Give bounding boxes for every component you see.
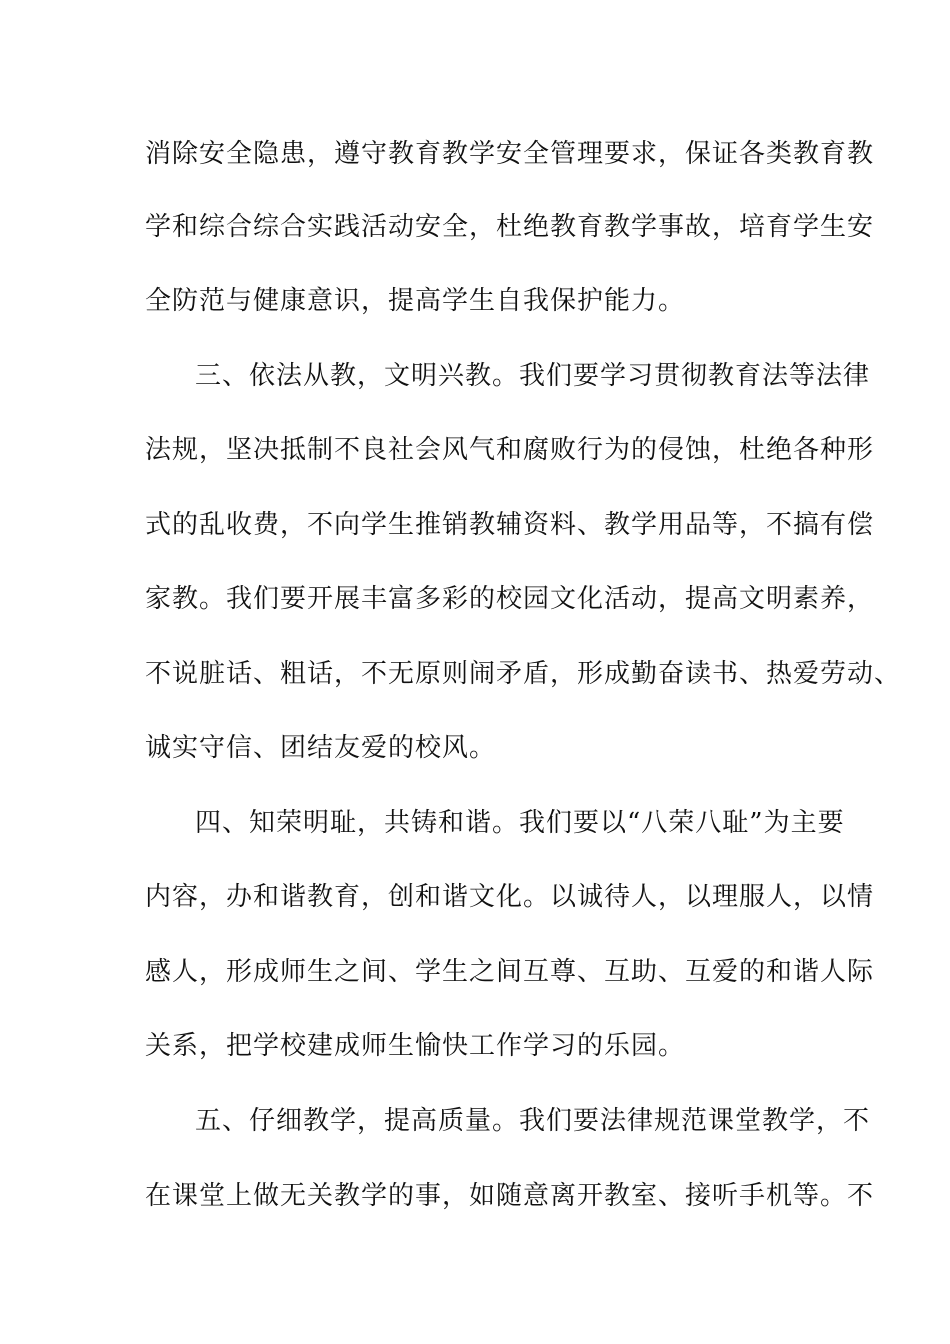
- text-line: 诚实守信、团结友爱的校风。: [145, 733, 497, 763]
- text-line: 感人，形成师生之间、学生之间互尊、互助、互爱的和谐人际: [145, 957, 875, 987]
- paragraph-start-line: 四、知荣明耻，共铸和谐。我们要以“八荣八耻”为主要: [195, 808, 845, 838]
- text-line: 不说脏话、粗话，不无原则闹矛盾，形成勤奋读书、热爱劳动、: [145, 659, 902, 689]
- paragraph-start-line: 五、仔细教学，提高质量。我们要法律规范课堂教学，不: [195, 1106, 871, 1136]
- text-line: 全防范与健康意识，提高学生自我保护能力。: [145, 286, 686, 316]
- text-line: 法规，坚决抵制不良社会风气和腐败行为的侵蚀，杜绝各种形: [145, 435, 875, 465]
- text-line: 内容，办和谐教育，创和谐文化。以诚待人，以理服人，以情: [145, 882, 875, 912]
- text-line: 家教。我们要开展丰富多彩的校园文化活动，提高文明素养，: [145, 584, 875, 614]
- text-line: 学和综合综合实践活动安全，杜绝教育教学事故，培育学生安: [145, 212, 875, 242]
- text-line: 关系，把学校建成师生愉快工作学习的乐园。: [145, 1031, 686, 1061]
- text-line: 消除安全隐患，遵守教育教学安全管理要求，保证各类教育教: [145, 139, 875, 169]
- paragraph-start-line: 三、依法从教，文明兴教。我们要学习贯彻教育法等法律: [195, 361, 871, 391]
- text-line: 式的乱收费，不向学生推销教辅资料、教学用品等，不搞有偿: [145, 510, 875, 540]
- text-line: 在课堂上做无关教学的事，如随意离开教室、接听手机等。不: [145, 1181, 875, 1211]
